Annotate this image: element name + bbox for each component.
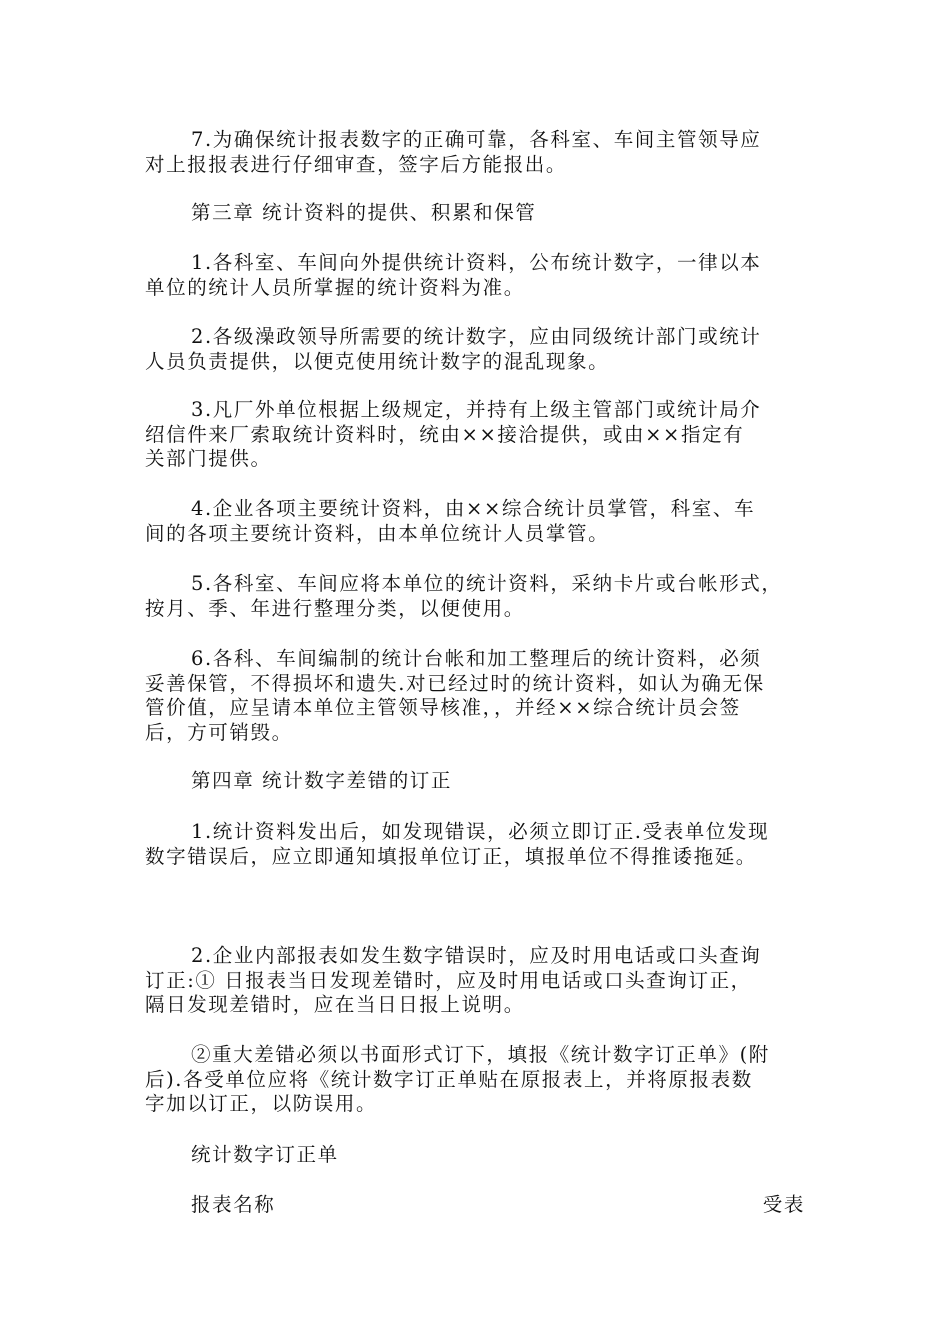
text-line: 对上报报表进行仔细审查，签字后方能报出。 <box>145 152 568 176</box>
chapter-4-title: 第四章 统计数字差错的订正 <box>191 769 452 792</box>
text-line: 字加以订正，以防误用。 <box>145 1092 378 1115</box>
text-line: 5.各科室、车间应将本单位的统计资料，采纳卡片或台帐形式， <box>191 572 783 595</box>
paragraph-ch4-item2 <box>145 944 810 1018</box>
paragraph-ch2-item7 <box>145 128 810 177</box>
text-line: 7.为确保统计报表数字的正确可靠，各科室、车间主管领导应 <box>191 128 762 151</box>
paragraph-ch3-item6 <box>145 647 810 745</box>
text-line: 1.统计资料发出后，如发现错误，必须立即订正.受表单位发现 <box>191 820 770 843</box>
form-title: 统计数字订正单 <box>191 1143 339 1166</box>
text-line: 6.各科、车间编制的统计台帐和加工整理后的统计资料，必须 <box>191 647 762 670</box>
form-field-report-name: 报表名称 <box>191 1193 276 1216</box>
text-line: 隔日发现差错时，应在当日日报上说明。 <box>145 993 525 1016</box>
text-line: 2.各级澡政领导所需要的统计数字，应由同级统计部门或统计 <box>191 325 762 348</box>
paragraph-ch3-item3 <box>145 398 810 472</box>
text-line: 2.企业内部报表如发生数字错误时，应及时用电话或口头查询 <box>191 944 762 967</box>
text-line: 后，方可销毁。 <box>145 720 293 744</box>
text-line: 妥善保管，不得损坏和遗失.对已经过时的统计资料，如认为确无保 <box>145 671 765 695</box>
text-line: 绍信件来厂索取统计资料时，统由××接洽提供，或由××指定有 <box>145 422 745 446</box>
text-line: 人员负责提供，以便克使用统计数字的混乱现象。 <box>145 349 610 373</box>
text-line: 后).各受单位应将《统计数字订正单贴在原报表上，并将原报表数 <box>145 1067 753 1091</box>
text-line: 1.各科室、车间向外提供统计资料，公布统计数字，一律以本 <box>191 251 762 274</box>
paragraph-ch3-item1 <box>145 251 810 300</box>
text-line: 间的各项主要统计资料，由本单位统计人员掌管。 <box>145 521 610 545</box>
paragraph-ch3-item2 <box>145 325 810 374</box>
text-line: 关部门提供。 <box>145 447 272 470</box>
form-field-receiver: 受表 <box>762 1193 805 1216</box>
paragraph-ch4-item1 <box>145 820 810 869</box>
chapter-3-title: 第三章 统计资料的提供、积累和保管 <box>191 201 537 224</box>
text-line: 4.企业各项主要统计资料，由××综合统计员掌管，科室、车 <box>191 497 756 520</box>
text-line: 单位的统计人员所掌握的统计资料为准。 <box>145 275 525 299</box>
text-line: 订正:① 日报表当日发现差错时，应及时用电话或口头查询订正， <box>145 968 752 992</box>
text-line: 数字错误后，应立即通知填报单位订正，填报单位不得推诿拖延。 <box>145 844 757 868</box>
text-line: 管价值，应呈请本单位主管领导核准，，并经××综合统计员会签 <box>145 696 741 719</box>
paragraph-ch3-item4 <box>145 497 810 546</box>
paragraph-ch4-item2-part2 <box>145 1043 810 1117</box>
text-line: ②重大差错必须以书面形式订下，填报《统计数字订正单》(附 <box>191 1043 770 1066</box>
text-line: 按月、季、年进行整理分类，以便使用。 <box>145 596 525 620</box>
text-line: 3.凡厂外单位根据上级规定，并持有上级主管部门或统计局介 <box>191 398 762 421</box>
paragraph-ch3-item5 <box>145 572 810 621</box>
